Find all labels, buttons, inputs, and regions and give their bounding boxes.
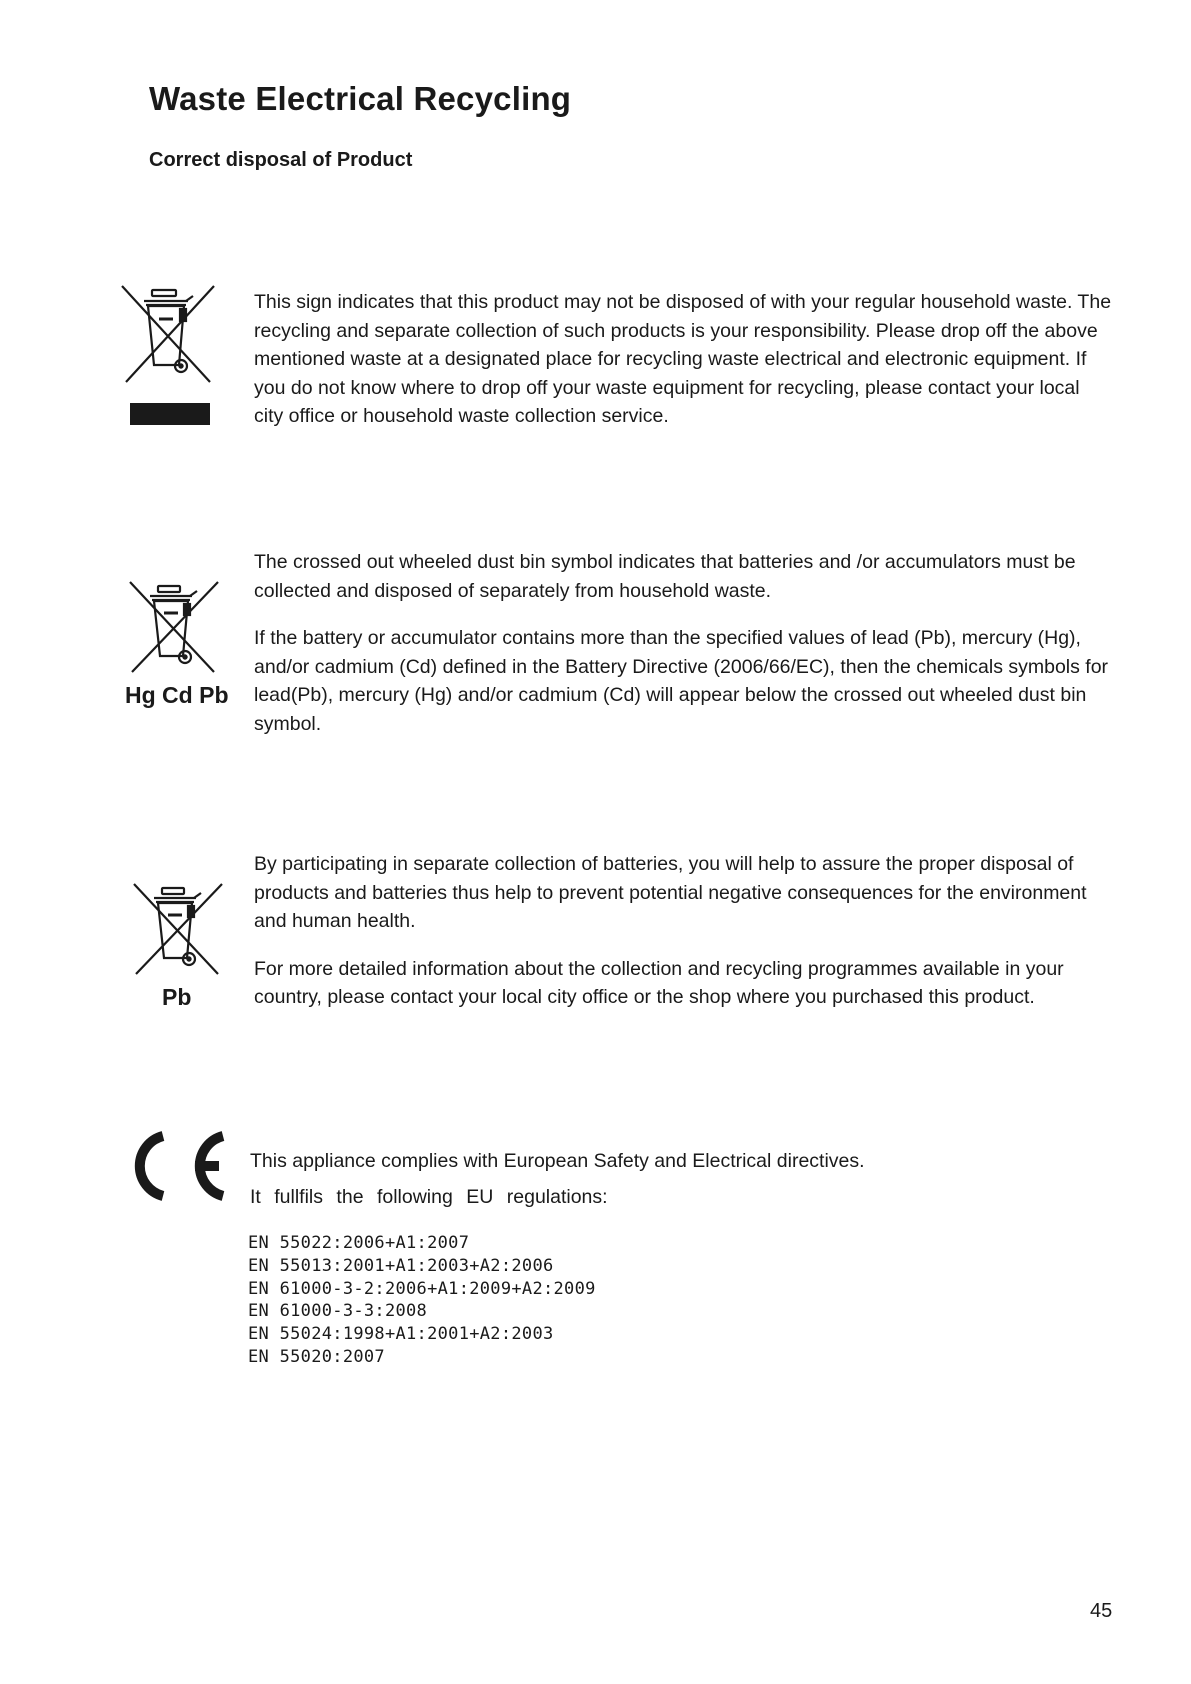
regulation-item: EN 55020:2007 bbox=[248, 1346, 385, 1367]
battery-text-block bbox=[254, 548, 1114, 738]
lead-battery-symbol bbox=[130, 880, 228, 976]
lead-symbol-label: Pb bbox=[162, 984, 192, 1010]
regulation-item: EN 61000-3-3:2008 bbox=[248, 1301, 428, 1322]
ce-regulations-intro: It fullfils the following EU regulations: bbox=[250, 1186, 608, 1208]
page-number: 45 bbox=[1090, 1600, 1113, 1622]
regulation-item: EN 61000-3-2:2006+A1:2009+A2:2009 bbox=[248, 1278, 596, 1299]
crossed-wheelie-bin-icon bbox=[130, 880, 228, 976]
page-subtitle: Correct disposal of Product bbox=[149, 149, 413, 171]
battery-paragraph-1: The crossed out wheeled dust bin symbol indicates that batteries and /or accumulators must be collected and disposed of separately from household waste. bbox=[254, 551, 1076, 602]
participation-text-block bbox=[254, 850, 1114, 1012]
chemical-symbols-label: Hg Cd Pb bbox=[125, 682, 229, 708]
regulation-item: EN 55024:1998+A1:2001+A2:2003 bbox=[248, 1324, 554, 1345]
regulation-item: EN 55013:2001+A1:2003+A2:2006 bbox=[248, 1255, 554, 1276]
regulations-list bbox=[248, 1232, 596, 1369]
participation-paragraph-2: For more detailed information about the collection and recycling programmes available in your country, please contact your local city office or the shop where you purchased this product. bbox=[254, 957, 1064, 1008]
page-title: Waste Electrical Recycling bbox=[149, 80, 572, 117]
battery-paragraph-2: If the battery or accumulator contains more than the specified values of lead (Pb), mercury (Hg), and/or cadmium (Cd) defined in the Battery Directive (2006/66/EC), then the chemicals symbols for lead(Pb), mercury (Hg) and/or cadmium (Cd) will appear below the crossed out wheeled dust bin symbol. bbox=[254, 627, 1109, 735]
participation-paragraph-1: By participating in separate collection of batteries, you will help to assure the proper disposal of products and batteries thus help to prevent potential negative consequences for the environment and human health. bbox=[254, 853, 1087, 932]
ce-compliance-line: This appliance complies with European Safety and Electrical directives. bbox=[250, 1150, 865, 1172]
regulation-item: EN 55022:2006+A1:2007 bbox=[248, 1233, 470, 1253]
battery-symbol bbox=[126, 578, 224, 674]
ce-mark bbox=[121, 1128, 229, 1204]
ce-mark-icon bbox=[121, 1128, 229, 1204]
crossed-wheelie-bin-with-bar-icon bbox=[118, 282, 222, 430]
crossed-wheelie-bin-icon bbox=[126, 578, 224, 674]
weee-symbol bbox=[118, 282, 222, 430]
weee-text-block bbox=[254, 288, 1114, 431]
weee-paragraph: This sign indicates that this product may not be disposed of with your regular household waste. The recycling and separate collection of such products is your responsibility. Please drop off the above mentioned waste at a designated place for recycling waste electrical and electronic equipment. If you do not know where to drop off your waste equipment for recycling, please contact your local city office or household waste collection service. bbox=[254, 291, 1112, 427]
